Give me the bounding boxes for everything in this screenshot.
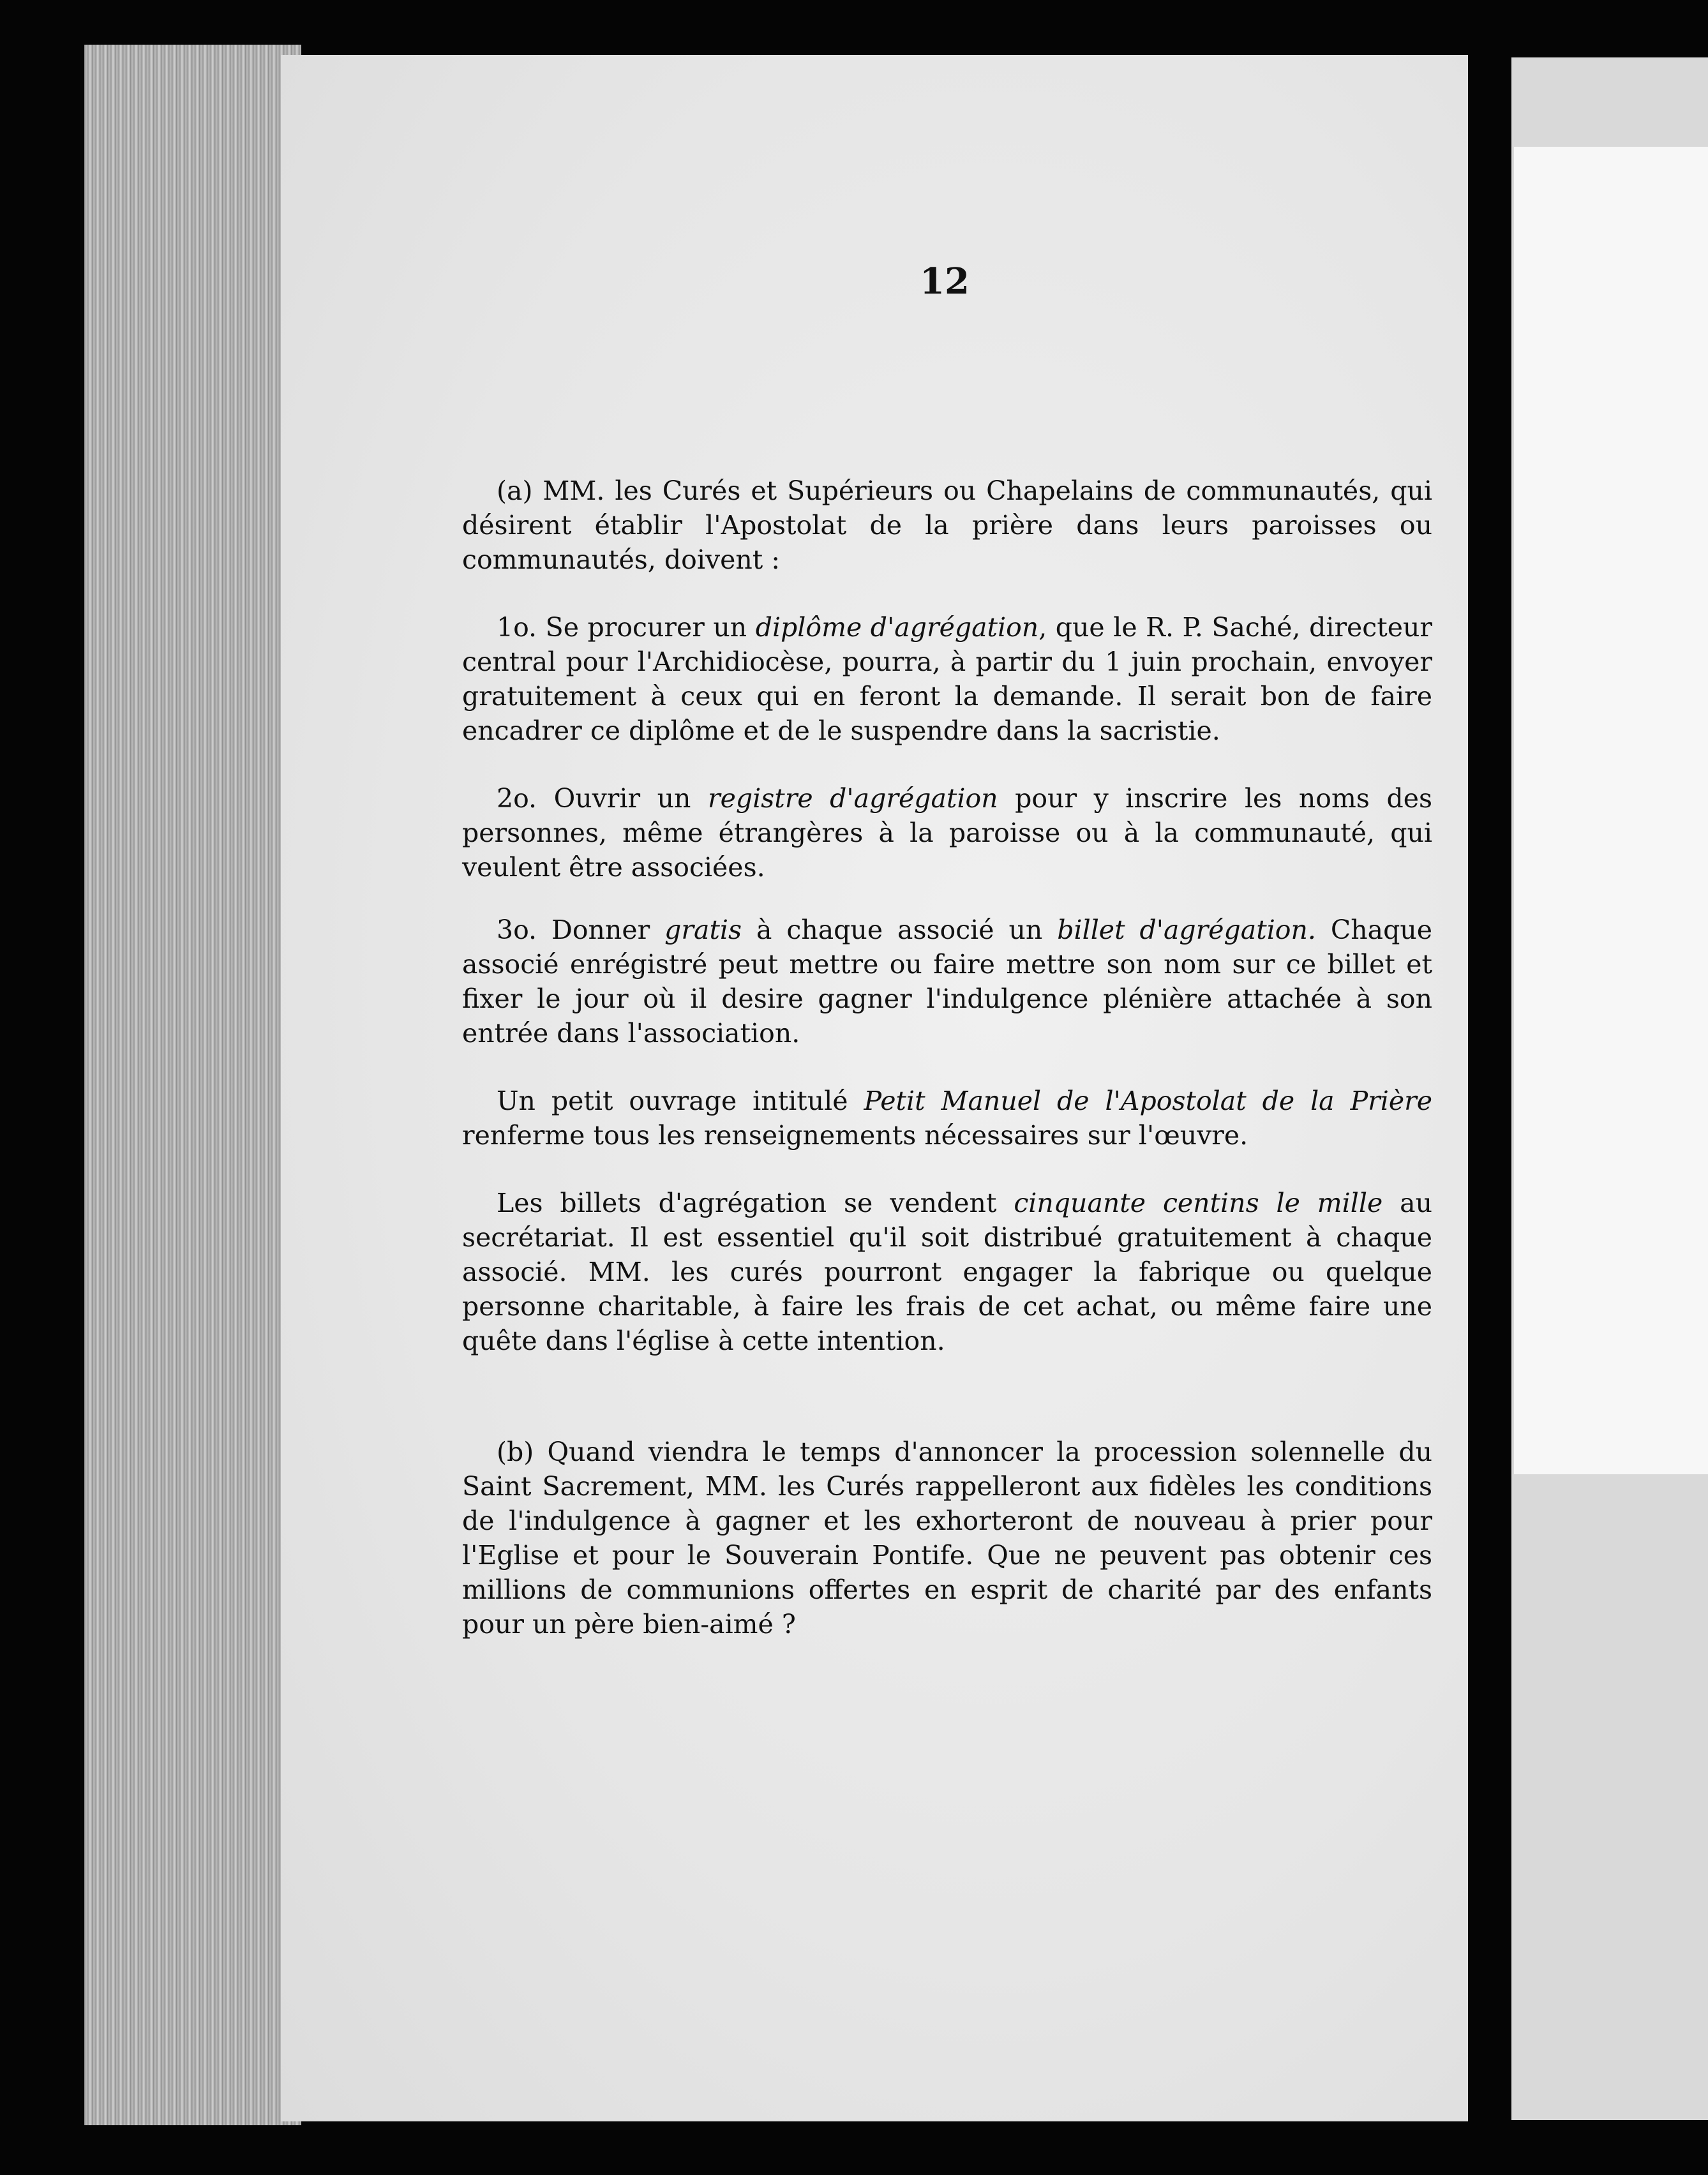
- gratis-term: gratis: [664, 915, 742, 945]
- paragraph-billets: [462, 1186, 1432, 1358]
- paragraph-manuel-text-end: renferme tous les renseignements nécessaires sur l'œuvre.: [462, 1120, 1248, 1151]
- paragraph-3o: [462, 913, 1432, 1050]
- paragraph-billets-text-end: au secrétariat. Il est essentiel qu'il soit distribué gratuitement à chaque associé. MM. les curés pourront engager la fabrique ou quelque personne charitable, à faire les frais de cet achat, ou même faire une quête dans l'église à cette intention.: [462, 1188, 1432, 1356]
- book-page-edges: [84, 45, 301, 2125]
- registre-term: registre d'agrégation: [708, 783, 998, 814]
- paragraph-1o-text-end: , que le R. P. Saché, directeur central pour l'Archidiocèse, pourra, à partir du 1 juin prochain, envoyer gratuitement à ceux qui en feront la demande. Il serait bon de faire encadrer ce diplôme et de le suspendre dans la sacristie.: [462, 612, 1433, 746]
- page-number: 12: [920, 260, 970, 303]
- billet-term: billet d'agrégation.: [1057, 915, 1316, 945]
- diplome-term: diplôme d'agrégation: [755, 612, 1039, 643]
- adjacent-page-blank: [1514, 147, 1708, 1474]
- paragraph-manuel: [462, 1084, 1432, 1153]
- paragraph-a: [462, 474, 1432, 577]
- price-term: cinquante centins le mille: [1014, 1188, 1383, 1218]
- paragraph-3o-text: 3o. Donner: [497, 915, 665, 945]
- page-body: [462, 474, 1432, 1641]
- paragraph-2o-text: 2o. Ouvrir un: [497, 783, 708, 814]
- paragraph-3o-text-end: Chaque associé enrégistré peut mettre ou faire mettre son nom sur ce billet et fixer le jour où il desire gagner l'indulgence plénière attachée à son entrée dans l'association.: [462, 915, 1432, 1049]
- paragraph-b: [462, 1435, 1432, 1641]
- paragraph-1o-text: 1o. Se procurer un: [497, 612, 756, 643]
- paragraph-b-text: (b) Quand viendra le temps d'annoncer la procession solennelle du Saint Sacrement, MM. les Curés rappelleront aux fidèles les conditions de l'indulgence à gagner et les exhorteront de nouveau à prier pour l'Eglise et pour le Souverain Pontife. Que ne peuvent pas obtenir ces millions de communions offertes en esprit de charité par des enfants pour un père bien-aimé ?: [462, 1437, 1432, 1640]
- paragraph-3o-text-mid: à chaque associé un: [742, 915, 1058, 945]
- paragraph-a-text: (a) MM. les Curés et Supérieurs ou Chapelains de communautés, qui désirent établir l'Apostolat de la prière dans leurs paroisses ou communautés, doivent :: [462, 475, 1432, 575]
- paragraph-2o-text-end: pour y inscrire les noms des personnes, même étrangères à la paroisse ou à la communauté, qui veulent être associées.: [462, 783, 1432, 883]
- paragraph-manuel-text: Un petit ouvrage intitulé: [497, 1086, 864, 1116]
- paragraph-2o: [462, 781, 1432, 885]
- paragraph-billets-text: Les billets d'agrégation se vendent: [497, 1188, 1014, 1218]
- paragraph-1o: [462, 610, 1432, 748]
- manuel-title: Petit Manuel de l'Apostolat de la Prière: [864, 1086, 1432, 1116]
